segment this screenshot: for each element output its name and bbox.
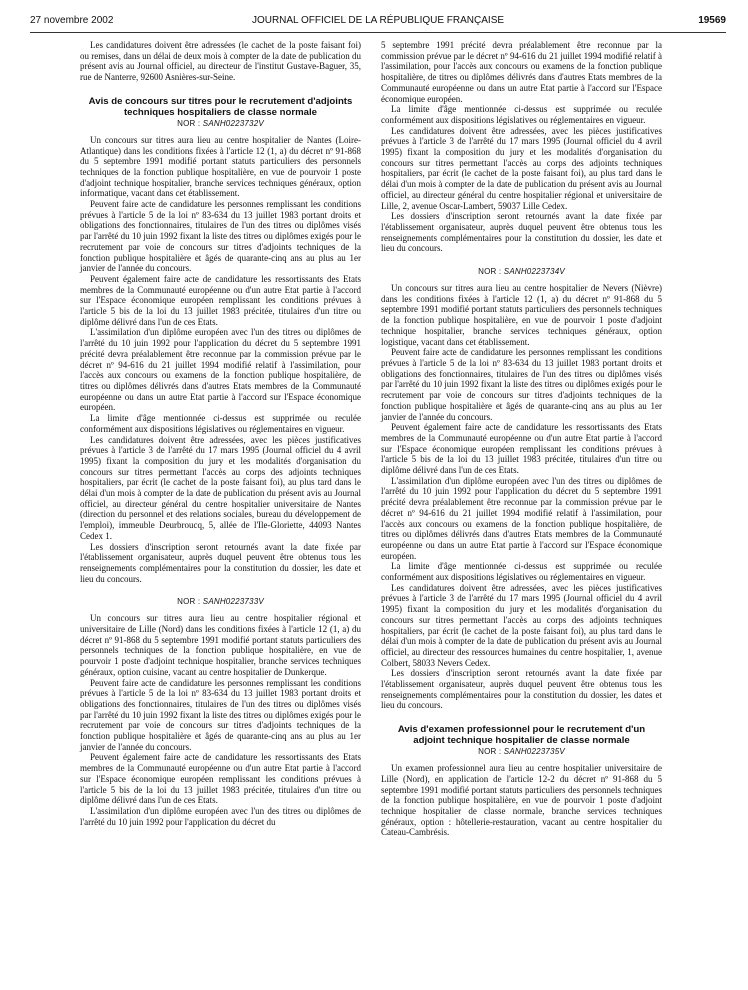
nor-code: SANH0223732V — [202, 118, 264, 128]
paragraph: Les candidatures doivent être adressées, avec les pièces justificatives prévues à l'article 3 de l'arrêté du 17 mars 1995 (Journal officiel du 4 avril 1995) fixant la composition du jury et les modalités d'organisation du concours sur titres permettant l'accès au corps des adjoints techniques hospitaliers, par écrit (le cachet de la poste faisant foi), au plus tard dans le délai d'un mois à compter de la date de publication du présent avis au Journal officiel, au directeur général du centre hospitalier régional et universitaire de Lille, 2, avenue Oscar-Lambert, 59037 Lille Cedex. — [381, 125, 662, 211]
paragraph: L'assimilation d'un diplôme européen avec l'un des titres ou diplômes de l'arrêté du 10 juin 1992 pour l'application du décret du — [80, 806, 361, 827]
paragraph: Peuvent faire acte de candidature les personnes remplissant les conditions prévues à l'article 5 de la loi nº 83-634 du 13 juillet 1983 portant droits et obligations des fonctionnaires, titulaires de l'un des titres ou diplômes visés par l'arrêté du 10 juin 1992 fixant la liste des titres ou diplômes exigés pour le recrutement par voie de concours sur titres d'adjoints techniques de la fonction publique hospitalière et âgés de quarante-cinq ans au plus au 1er janvier de l'année du concours. — [381, 347, 662, 422]
nor-reference-1 — [80, 119, 361, 129]
paragraph: Les candidatures doivent être adressées, avec les pièces justificatives prévues à l'article 3 de l'arrêté du 17 mars 1995 (Journal officiel du 4 avril 1995) fixant la composition du jury et les modalités d'organisation du concours sur titres permettant l'accès au corps des adjoints techniques hospitaliers, par écrit (le cachet de la poste faisant foi), au plus tard dans le délai d'un mois à compter de la date de publication du présent avis au Journal officiel, au directeur des ressources humaines du centre hospitalier, 1, avenue Colbert, 58033 Nevers Cedex. — [381, 582, 662, 668]
header-page-number: 19569 — [698, 15, 726, 26]
paragraph: Un concours sur titres aura lieu au centre hospitalier régional et universitaire de Lille (Nord) dans les conditions fixées à l'article 12 (1, a) du décret nº 91-868 du 5 septembre 1991 modifié portant statuts particuliers des personnels techniques de la fonction publique hospitalière, en vue de pourvoir 1 poste d'adjoint technique hospitalier, branche services techniques généraux, option cuisine, vacant au centre hospitalier de Dunkerque. — [80, 613, 361, 677]
header-rule — [30, 32, 726, 33]
paragraph: Peuvent également faire acte de candidature les ressortissants des Etats membres de la Communauté européenne ou d'un autre Etat partie à l'accord sur l'Espace économique européen remplissant les conditions prévues à l'article 5 bis de la loi du 13 juillet 1983 précitée, titulaires d'un titre ou diplôme délivré dans l'un de ces Etats. — [381, 422, 662, 476]
paragraph: Les candidatures doivent être adressées, avec les pièces justificatives prévues à l'article 3 de l'arrêté du 17 mars 1995 (Journal officiel du 4 avril 1995) fixant la composition du jury et les modalités d'organisation du concours sur titres permettant l'accès au corps des adjoints techniques hospitaliers, par écrit (le cachet de la poste faisant foi), au plus tard dans le délai d'un mois à compter de la date de publication du présent avis au Journal officiel, au directeur général du centre hospitalier universitaire de Nantes (direction du personnel et des relations sociales, bureau du développement de l'emploi), immeuble Deurbroucq, 5, allée de l'Ile-Gloriette, 44093 Nantes Cedex 1. — [80, 434, 361, 541]
notice-heading-1: Avis de concours sur titres pour le recrutement d'adjoints techniques hospitaliers de classe normale — [88, 95, 353, 118]
paragraph: L'assimilation d'un diplôme européen avec l'un des titres ou diplômes de l'arrêté du 10 juin 1992 pour l'application du décret du 5 septembre 1991 précité devra préalablement être reconnue par la commission prévue par le décret nº 94-616 du 21 juillet 1994 modifié relatif à l'assimilation, pour l'accès aux concours ou examens de la fonction publique hospitalière, de titres ou diplômes délivrés dans d'autres Etats membres de la Communauté européenne ou dans un autre Etat partie à l'accord sur l'Espace économique européen. — [80, 327, 361, 413]
paragraph: Les dossiers d'inscription seront retournés avant la date fixée par l'établissement organisateur, auprès duquel peuvent être obtenus tous les renseignements complémentaires pour la constitution du dossier, les date et lieu du concours. — [381, 211, 662, 254]
left-column — [80, 40, 361, 827]
paragraph: Les dossiers d'inscription seront retournés avant la date fixée par l'établissement organisateur, auprès duquel peuvent être obtenus tous les renseignements complémentaires pour la constitution du dossier, les date et lieu du concours. — [80, 541, 361, 584]
nor-prefix: NOR : — [177, 118, 201, 128]
intro-paragraph: Les candidatures doivent être adressées (le cachet de la poste faisant foi) ou remises, dans un délai de deux mois à compter de la date de publication du présent avis au Journal officiel, au directeur de l'institut Gustave-Baguer, 35, rue de Nanterre, 92600 Asnières-sur-Seine. — [80, 40, 361, 83]
paragraph: Peuvent faire acte de candidature les personnes remplissant les conditions prévues à l'article 5 de la loi nº 83-634 du 13 juillet 1983 portant droits et obligations des fonctionnaires, titulaires de l'un des titres ou diplômes visés par l'arrêté du 10 juin 1992 fixant la liste des titres ou diplômes exigés pour le recrutement par voie de concours sur titres d'adjoints techniques de la fonction publique hospitalière et âgés de quarante-cinq ans au plus au 1er janvier de l'année du concours. — [80, 677, 361, 752]
paragraph: Un concours sur titres aura lieu au centre hospitalier de Nevers (Nièvre) dans les conditions fixées à l'article 12 (1, a) du décret nº 91-868 du 5 septembre 1991 modifié portant statuts particuliers des personnels techniques de la fonction publique hospitalière, en vue de pourvoir 1 poste d'adjoint technique hospitalier, branche services techniques généraux, option logistique, vacant dans cet établissement. — [381, 283, 662, 347]
nor-reference-3 — [381, 267, 662, 277]
header-date: 27 novembre 2002 — [30, 15, 114, 26]
nor-code: SANH0223733V — [202, 597, 264, 607]
nor-code: SANH0223734V — [503, 267, 565, 277]
page-header — [30, 14, 726, 32]
notice-body-4 — [381, 763, 662, 838]
notice-body-1 — [80, 135, 361, 585]
notice-body-2 — [80, 613, 361, 827]
paragraph: Peuvent également faire acte de candidature les ressortissants des Etats membres de la Communauté européenne ou d'un autre Etat partie à l'accord sur l'Espace économique européen remplissant les conditions prévues à l'article 5 bis de la loi du 13 juillet 1983 précitée, titulaires d'un titre ou diplôme délivré dans l'un de ces Etats. — [80, 273, 361, 327]
header-journal-title: JOURNAL OFFICIEL DE LA RÉPUBLIQUE FRANÇAISE — [251, 15, 505, 26]
paragraph: La limite d'âge mentionnée ci-dessus est supprimée ou reculée conformément aux dispositions législatives ou réglementaires en vigueur. — [80, 413, 361, 434]
paragraph: Peuvent également faire acte de candidature les ressortissants des Etats membres de la Communauté européenne ou d'un autre Etat partie à l'accord sur l'Espace économique européen remplissant les conditions prévues à l'article 5 bis de la loi du 13 juillet 1983 précitée, titulaires d'un titre ou diplôme délivré dans l'un de ces Etats. — [80, 752, 361, 806]
paragraph: La limite d'âge mentionnée ci-dessus est supprimée ou reculée conformément aux dispositions législatives ou réglementaires en vigueur. — [381, 561, 662, 583]
nor-code: SANH0223735V — [503, 747, 565, 757]
paragraph: 5 septembre 1991 précité devra préalablement être reconnue par la commission prévue par le décret nº 94-616 du 21 juillet 1994 modifié relatif à l'assimilation, pour l'accès aux concours ou examens de la fonction publique hospitalière, de titres ou diplômes délivrés dans d'autres Etats membres de la Communauté européenne ou dans un autre Etat partie à l'accord sur l'Espace économique européen. — [381, 40, 662, 104]
notice-body-3 — [381, 283, 662, 711]
paragraph: Peuvent faire acte de candidature les personnes remplissant les conditions prévues à l'article 5 de la loi nº 83-634 du 13 juillet 1983 portant droits et obligations des fonctionnaires, titulaires de l'un des titres ou diplômes visés par l'arrêté du 10 juin 1992 fixant la liste des titres ou diplômes exigés pour le recrutement par voie de concours sur titres d'adjoints techniques de la fonction publique hospitalière et âgés de quarante-cinq ans au plus au 1er janvier de l'année du concours. — [80, 199, 361, 274]
notice-heading-2: Avis d'examen professionnel pour le recrutement d'un adjoint technique hospitalier de classe normale — [397, 724, 646, 747]
paragraph: Un concours sur titres aura lieu au centre hospitalier de Nantes (Loire-Atlantique) dans les conditions fixées à l'article 12 (1, a) du décret nº 91-868 du 5 septembre 1991 modifié portant statuts particuliers des personnels techniques de la fonction publique hospitalière, en vue de pourvoir 1 poste d'adjoint technique hospitalier, branche services techniques généraux, option informatique, vacant dans cet établissement. — [80, 134, 361, 199]
nor-prefix: NOR : — [478, 747, 502, 757]
paragraph: Les dossiers d'inscription seront retournés avant la date fixée par l'établissement organisateur, auprès duquel peuvent être obtenus tous les renseignements complémentaires pour la constitution du dossier, les dates et lieu du concours. — [381, 668, 662, 711]
nor-reference-4 — [381, 747, 662, 757]
nor-prefix: NOR : — [177, 597, 201, 607]
paragraph: Un examen professionnel aura lieu au centre hospitalier universitaire de Lille (Nord), en application de l'article 12-2 du décret nº 91-868 du 5 septembre 1991 modifié portant statuts particuliers des personnels techniques de la fonction publique hospitalière, en vue de pourvoir 1 poste d'adjoint technique hospitalier de classe normale, branche services techniques généraux, option : hôtellerie-restauration, vacant au centre hospitalier du Cateau-Cambrésis. — [381, 763, 662, 838]
paragraph: La limite d'âge mentionnée ci-dessus est supprimée ou reculée conformément aux dispositions législatives ou réglementaires en vigueur. — [381, 104, 662, 125]
right-column — [381, 40, 662, 838]
nor-reference-2 — [80, 597, 361, 607]
nor-prefix: NOR : — [478, 267, 502, 277]
notice-body-2-continued — [381, 40, 662, 254]
paragraph: L'assimilation d'un diplôme européen avec l'un des titres ou diplômes de l'arrêté du 10 juin 1992 pour l'application du décret du 5 septembre 1991 précité devra préalablement être reconnue par la commission prévue par le décret nº 94-616 du 21 juillet 1994 modifié relatif à l'assimilation, pour l'accès aux concours ou examens de la fonction publique hospitalière, de titres ou diplômes délivrés dans d'autres Etats membres de la Communauté européenne ou dans un autre Etat partie à l'accord sur l'Espace économique européen. — [381, 475, 662, 561]
